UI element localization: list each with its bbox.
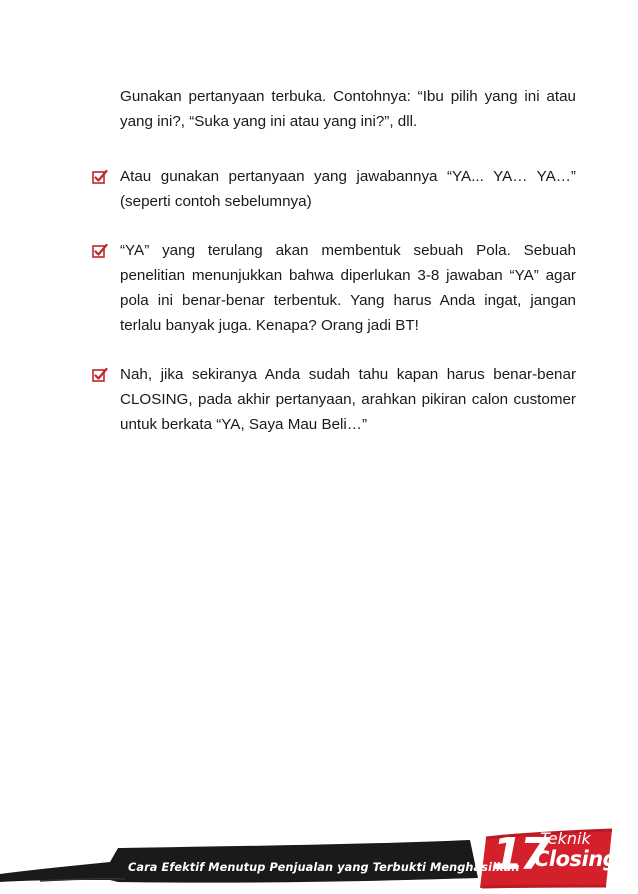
checkbox-checked-icon: [92, 243, 108, 259]
logo-word-closing: Closing: [534, 847, 618, 871]
footer-banner: [0, 818, 638, 894]
paragraph-open-question: [92, 84, 576, 134]
logo-word-teknik: Teknik: [540, 829, 591, 848]
paragraph-text: Atau gunakan pertanyaan yang jawabannya “YA... YA… YA…” (seperti contoh sebelumnya): [120, 168, 576, 210]
paragraph-text: “YA” yang terulang akan membentuk sebuah Pola. Sebuah penelitian menunjukkan bahwa diperlukan 3-8 jawaban “YA” agar pola ini benar-benar terbentuk. Yang harus Anda ingat, jangan terlalu banyak juga. Kenapa? Orang jadi BT!: [120, 242, 576, 334]
bullet-closing: [92, 362, 576, 437]
checkbox-checked-icon: [92, 367, 108, 383]
paragraph-text: Nah, jika sekiranya Anda sudah tahu kapan harus benar-benar CLOSING, pada akhir pertanyaan, arahkan pikiran calon customer untuk berkata “YA, Saya Mau Beli…”: [120, 366, 576, 433]
logo-number: 17: [492, 829, 548, 880]
checkbox-checked-icon: [92, 169, 108, 185]
paragraph-text: Gunakan pertanyaan terbuka. Contohnya: “Ibu pilih yang ini atau yang ini?, “Suka yang ini atau yang ini?”, dll.: [120, 88, 576, 130]
document-body: [92, 84, 576, 461]
bullet-yes-answers: [92, 164, 576, 214]
footer-tagline: Cara Efektif Menutup Penjualan yang Terbukti Menghasilkan: [128, 861, 520, 874]
bullet-pattern: [92, 238, 576, 338]
